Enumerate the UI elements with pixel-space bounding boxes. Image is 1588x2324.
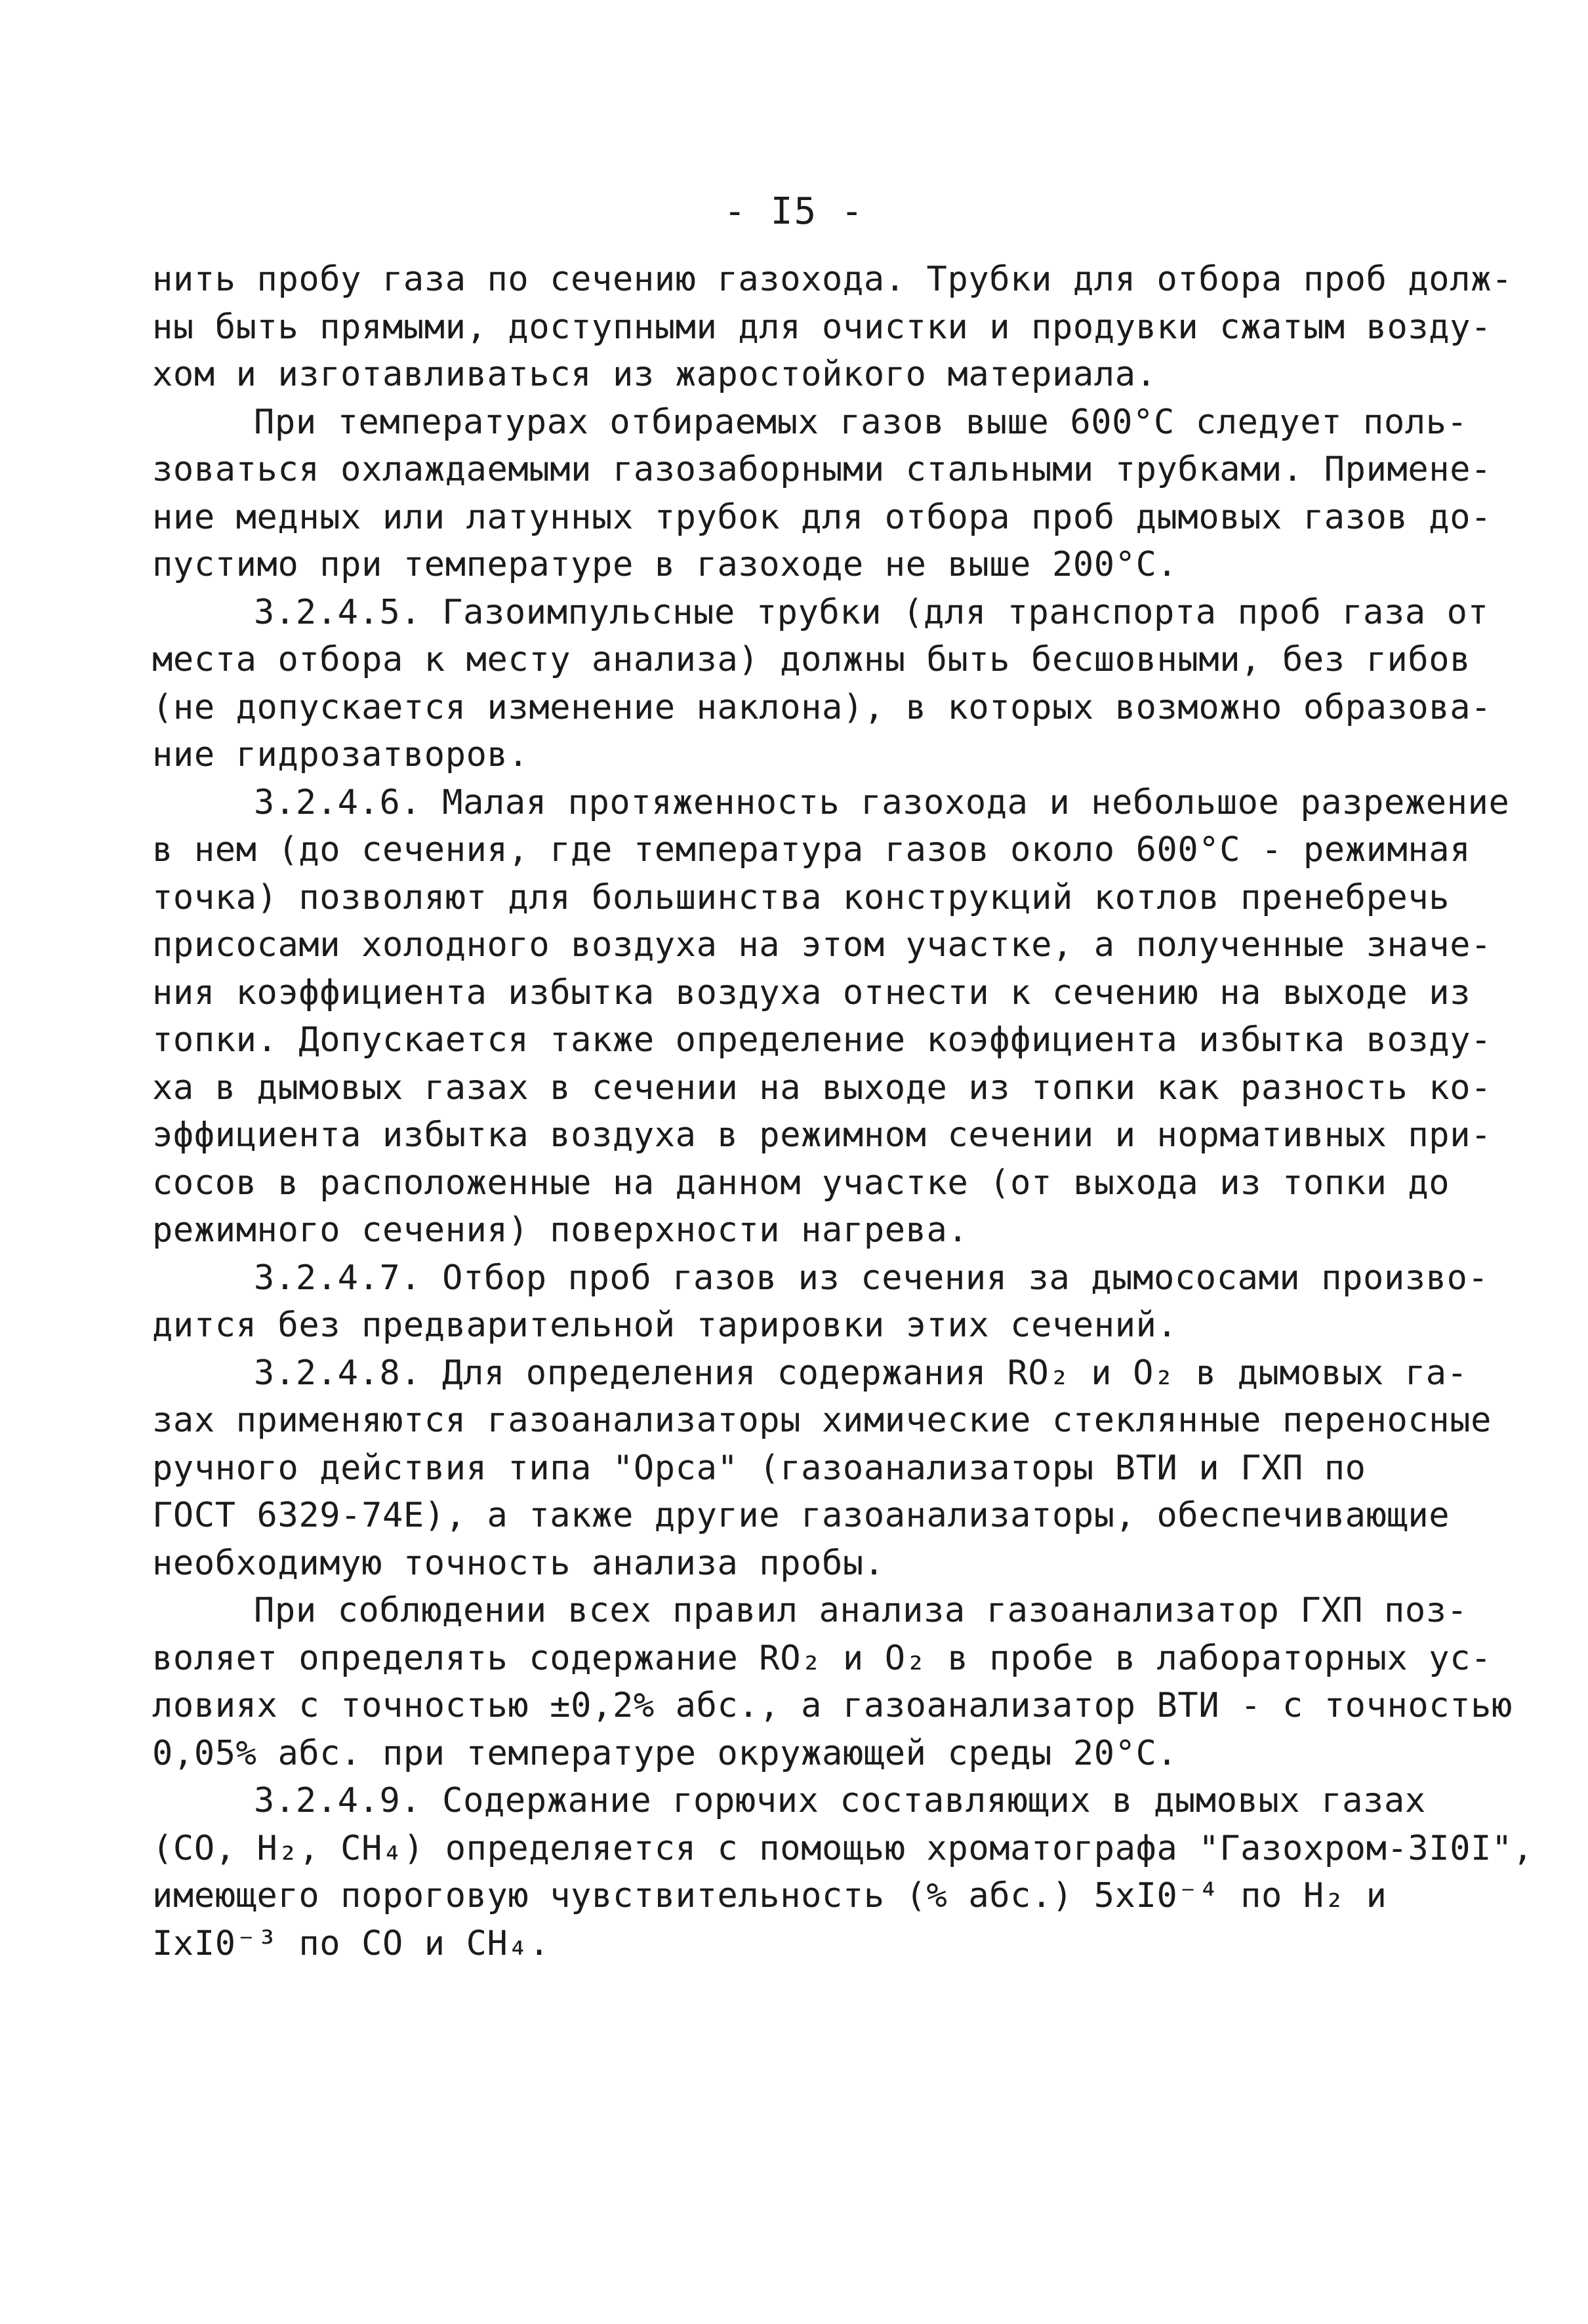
text-line: точка) позволяют для большинства конструкций котлов пренебречь: [152, 877, 1450, 917]
body-text: [152, 256, 1534, 1967]
text-line: эффициента избытка воздуха в режимном сечении и нормативных при-: [152, 1115, 1492, 1155]
text-line: ние гидрозатворов.: [152, 735, 529, 774]
text-line: ние медных или латунных трубок для отбора проб дымовых газов до-: [152, 497, 1492, 537]
text-line: дится без предварительной тарировки этих сечений.: [152, 1306, 1178, 1345]
text-line: имеющего пороговую чувствительность (% абс.) 5хI0⁻⁴ по H₂ и: [152, 1876, 1387, 1915]
text-line: 0,05% абс. при температуре окружающей среды 20°С.: [152, 1733, 1178, 1773]
text-line: воляет определять содержание RO₂ и O₂ в пробе в лабораторных ус-: [152, 1638, 1492, 1678]
text-line: места отбора к месту анализа) должны быть бесшовными, без гибов: [152, 640, 1471, 679]
text-line: ГОСТ 6329-74Е), а также другие газоанализаторы, обеспечивающие: [152, 1496, 1450, 1535]
text-line: IхI0⁻³ по CO и CH₄.: [152, 1923, 550, 1963]
text-line: ны быть прямыми, доступными для очистки и продувки сжатым возду-: [152, 307, 1492, 347]
text-line: (не допускается изменение наклона), в которых возможно образова-: [152, 687, 1492, 727]
text-line: зоваться охлаждаемыми газозаборными стальными трубками. Примене-: [152, 450, 1492, 489]
text-line: присосами холодного воздуха на этом участке, а полученные значе-: [152, 925, 1492, 965]
text-line: в нем (до сечения, где температура газов около 600°С - режимная: [152, 830, 1471, 870]
clause-3-2-4-8-line: 3.2.4.8. Для определения содержания RO₂ и O₂ в дымовых га-: [254, 1353, 1468, 1393]
text-line: необходимую точность анализа пробы.: [152, 1543, 885, 1583]
text-line: пустимо при температуре в газоходе не выше 200°С.: [152, 545, 1178, 584]
paragraph-start-line: При соблюдении всех правил анализа газоанализатор ГХП поз-: [254, 1591, 1468, 1630]
text-line: нить пробу газа по сечению газохода. Трубки для отбора проб долж-: [152, 260, 1513, 299]
text-line: топки. Допускается также определение коэффициента избытка возду-: [152, 1020, 1492, 1060]
text-line: ручного действия типа "Орса" (газоанализаторы ВТИ и ГХП по: [152, 1448, 1366, 1488]
text-line: ха в дымовых газах в сечении на выходе из топки как разность ко-: [152, 1068, 1492, 1108]
text-line: ния коэффициента избытка воздуха отнести к сечению на выходе из: [152, 972, 1471, 1012]
text-line: ловиях с точностью ±0,2% абс., а газоанализатор ВТИ - с точностью: [152, 1686, 1513, 1725]
clause-3-2-4-7-line: 3.2.4.7. Отбор проб газов из сечения за дымососами произво-: [254, 1258, 1489, 1298]
text-line: зах применяются газоанализаторы химические стеклянные переносные: [152, 1401, 1492, 1440]
text-line: (CO, H₂, CH₄) определяется с помощью хроматографа "Газохром-3I0I",: [152, 1828, 1534, 1868]
clause-3-2-4-5-line: 3.2.4.5. Газоимпульсные трубки (для транспорта проб газа от: [254, 592, 1489, 632]
page-number: - I5 -: [723, 190, 865, 233]
clause-3-2-4-6-line: 3.2.4.6. Малая протяженность газохода и небольшое разрежение: [254, 782, 1510, 822]
paragraph-start-line: При температурах отбираемых газов выше 600°С следует поль-: [254, 402, 1468, 442]
text-line: хом и изготавливаться из жаростойкого материала.: [152, 355, 1157, 394]
clause-3-2-4-9-line: 3.2.4.9. Содержание горючих составляющих в дымовых газах: [254, 1781, 1426, 1820]
text-line: сосов в расположенные на данном участке (от выхода из топки до: [152, 1163, 1450, 1203]
text-line: режимного сечения) поверхности нагрева.: [152, 1211, 969, 1250]
